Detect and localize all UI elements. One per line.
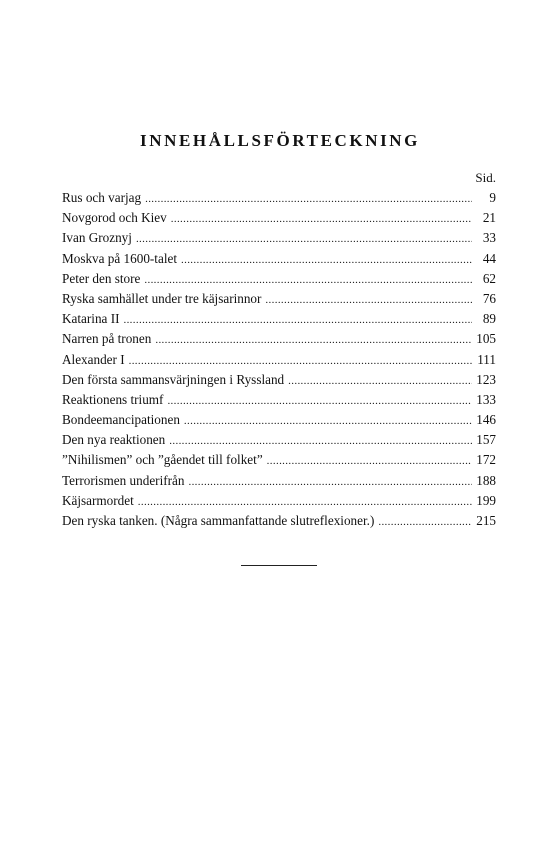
toc-entry-page: 188 [476,472,496,488]
toc-entry [62,450,496,470]
toc-entry [62,350,496,370]
toc-entry [62,491,496,511]
toc-entry-title: Den ryska tanken. (Några sammanfattande slutreflexioner.) [62,513,375,528]
toc-entry-page: 146 [476,412,496,428]
toc-entry [62,329,496,349]
toc-entry-page: 21 [482,210,496,226]
toc-entry-title: Den första sammansvärjningen i Ryssland [62,371,285,387]
toc-entry-title: ”Nihilismen” och ”gåendet till folket” [62,452,263,468]
toc-entry-page: 215 [476,513,496,528]
dot-leader [167,391,472,411]
page-column-label: Sid. [475,170,496,185]
dot-leader [144,270,472,290]
closing-rule [241,565,317,566]
toc-entry [62,370,496,390]
toc-entry [62,410,496,430]
dot-leader [378,512,472,532]
toc-entry-page: 33 [482,230,496,246]
dot-leader [171,209,472,229]
dot-leader [138,492,472,512]
toc-entry-title: Alexander I [62,351,125,367]
toc-entry-title: Narren på tronen [62,331,152,347]
dot-leader [145,189,472,209]
toc-entry-page: 44 [482,250,496,266]
dot-leader [267,451,472,471]
toc-entry-page: 133 [476,391,496,407]
toc-entry-title: Katarina II [62,311,120,327]
dot-leader [265,290,472,310]
toc-entry-title: Ivan Groznyj [62,230,132,246]
toc-entry-title: Reaktionens triumf [62,391,164,407]
toc-entry [62,511,496,531]
toc-entry-page: 172 [476,452,496,468]
dot-leader [129,351,472,371]
toc-entry-page: 89 [482,311,496,327]
dot-leader [169,431,472,451]
toc-entry [62,208,496,228]
toc-entry [62,249,496,269]
toc-entry-title: Käjsarmordet [62,492,134,508]
toc-entry-page: 76 [482,290,496,306]
toc-entry-page: 157 [476,432,496,448]
dot-leader [188,472,472,492]
toc-entry-page: 62 [482,270,496,286]
toc-entry-title: Bondeemancipationen [62,412,180,428]
toc-entry-title: Peter den store [62,270,141,286]
toc-entry-title: Rus och varjag [62,190,142,205]
toc-entry-title: Moskva på 1600-talet [62,250,177,266]
dot-leader [136,229,472,249]
dot-leader [288,371,472,391]
dot-leader [123,310,472,330]
toc-entry [62,228,496,248]
toc-entry-page: 123 [476,371,496,387]
toc-entry [62,390,496,410]
toc-entry-page: 199 [476,492,496,508]
toc-entry [62,269,496,289]
dot-leader [155,330,472,350]
page-title: INNEHÅLLSFÖRTECKNING [140,131,420,150]
toc-entry-page: 111 [477,351,496,367]
dot-leader [184,411,472,431]
toc-entry [62,309,496,329]
toc-entry [62,188,496,208]
toc-entry-page: 105 [476,331,496,347]
toc-entry-title: Terrorismen underifrån [62,472,185,488]
toc-entry [62,471,496,491]
toc-entry-title: Den nya reaktionen [62,432,166,448]
dot-leader [181,250,472,270]
toc-entry-title: Novgorod och Kiev [62,210,167,226]
toc-entry-title: Ryska samhället under tre käjsarinnor [62,290,262,306]
table-of-contents [62,188,496,531]
toc-entry [62,289,496,309]
toc-entry-page: 9 [489,190,496,205]
toc-entry [62,430,496,450]
